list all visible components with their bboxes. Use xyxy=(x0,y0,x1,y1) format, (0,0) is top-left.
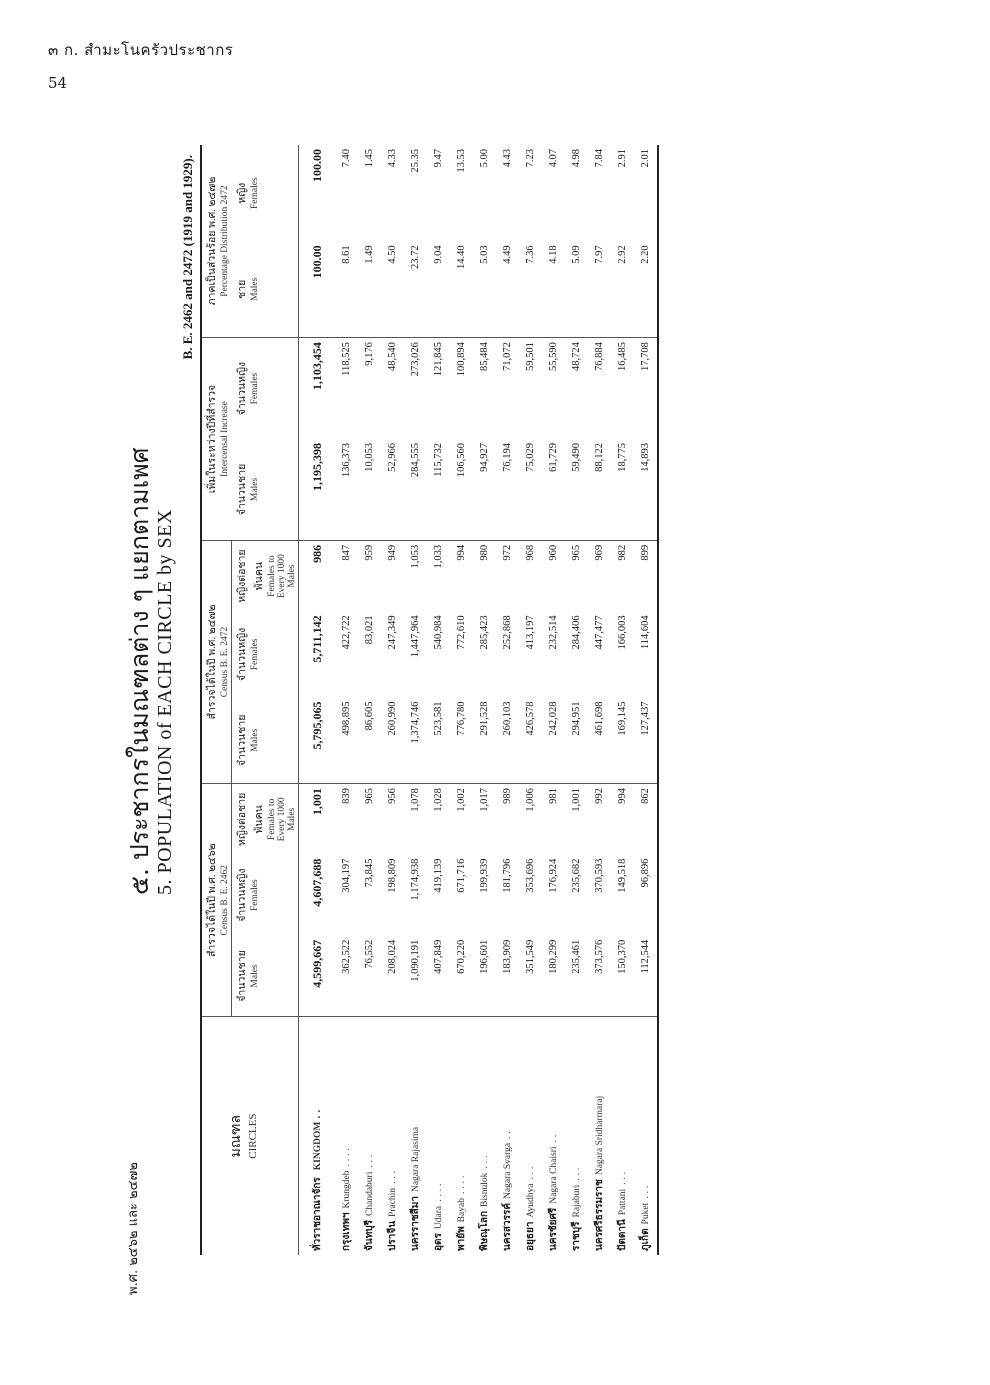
header-females-2462: จำนวนหญิง Females xyxy=(232,855,299,936)
page-number: 54 xyxy=(48,74,68,92)
circle-name-cell: พายัพBayab. . . . xyxy=(456,1175,467,1251)
table-row xyxy=(358,145,381,1255)
header-census-2462: สำรวจได้ในปี พ.ศ. ๒๔๖๒ Census B. E. 2462 xyxy=(201,784,232,1017)
cell-males-2472: 291,528 xyxy=(473,697,496,783)
cell-pct-females: 7.84 xyxy=(594,149,605,168)
cell-increase-females: 16,485 xyxy=(617,342,628,372)
cell-ratio-2462: 965 xyxy=(364,788,375,804)
cell-pct-males: 9.04 xyxy=(427,241,450,337)
cell-pct-males: 5.03 xyxy=(473,241,496,337)
cell-females-2462: 304,197 xyxy=(341,858,352,893)
cell-females-2472: 284,406 xyxy=(571,615,582,650)
cell-males-2462: 362,522 xyxy=(335,936,358,1017)
cell-increase-males: 52,966 xyxy=(381,439,404,540)
cell-ratio-2462: 839 xyxy=(341,788,352,804)
cell-ratio-2462: 992 xyxy=(594,788,605,804)
table-row xyxy=(588,145,611,1255)
circle-name-cell: ราชบุรีRajaburi. . . xyxy=(571,1167,582,1251)
header-pct-females: หญิง Females xyxy=(232,145,299,241)
cell-ratio-2472: 960 xyxy=(548,544,559,561)
cell-ratio-2472: 949 xyxy=(387,544,398,561)
cell-ratio-2472: 969 xyxy=(594,544,605,561)
cell-pct-males: 1.49 xyxy=(358,241,381,337)
table-row xyxy=(565,145,588,1255)
table-row xyxy=(335,145,358,1255)
cell-females-2462: 73,845 xyxy=(364,858,375,888)
population-table xyxy=(200,145,659,1255)
cell-males-2462: 112,544 xyxy=(634,936,658,1017)
cell-males-2472: 242,028 xyxy=(542,697,565,783)
cell-females-2462: 353,696 xyxy=(525,858,536,893)
cell-pct-females: 25.35 xyxy=(410,149,421,173)
cell-males-2462: 1,090,191 xyxy=(404,936,427,1017)
cell-ratio-2472: 965 xyxy=(571,544,582,561)
cell-pct-males: 2.20 xyxy=(634,241,658,337)
cell-increase-males: 75,029 xyxy=(519,439,542,540)
cell-females-2462: 149,518 xyxy=(617,858,628,893)
cell-males-2472: 86,605 xyxy=(358,697,381,783)
kingdom-males-2472: 5,795,065 xyxy=(299,697,336,783)
cell-increase-females: 85,484 xyxy=(479,342,490,372)
cell-ratio-2462: 1,006 xyxy=(525,788,536,812)
table-row xyxy=(542,145,565,1255)
header-males-2472: จำนวนชาย Males xyxy=(232,697,299,783)
cell-pct-males: 7.36 xyxy=(519,241,542,337)
cell-ratio-2472: 959 xyxy=(364,544,375,561)
cell-females-2472: 166,003 xyxy=(617,615,628,650)
cell-females-2462: 96,896 xyxy=(634,855,658,936)
cell-increase-females: 59,501 xyxy=(525,342,536,372)
kingdom-pct-females: 100.00 xyxy=(309,149,324,182)
cell-ratio-2472: 980 xyxy=(479,544,490,561)
kingdom-increase-males: 1,195,398 xyxy=(299,439,336,540)
header-males-2462: จำนวนชาย Males xyxy=(232,936,299,1017)
cell-ratio-2472: 994 xyxy=(456,544,467,561)
kingdom-males-2462: 4,599,667 xyxy=(299,936,336,1017)
cell-females-2472: 232,514 xyxy=(548,615,559,650)
cell-increase-males: 88,122 xyxy=(588,439,611,540)
header-census-2472: สำรวจได้ในปี พ.ศ. ๒๔๗๒ Census B. E. 2472 xyxy=(201,540,232,783)
table-title-english: 5. POPULATION of EACH CIRCLE by SEX xyxy=(154,509,176,895)
kingdom-ratio-2472: 986 xyxy=(309,544,324,563)
circle-name-cell: กรุงเทพฯKrungdeb. . . . xyxy=(341,1148,352,1251)
cell-males-2472: 169,145 xyxy=(611,697,634,783)
cell-ratio-2462: 1,017 xyxy=(479,788,490,812)
cell-males-2462: 373,576 xyxy=(588,936,611,1017)
kingdom-name-cell: ทั่วราชอาณาจักร KINGDOM . . xyxy=(309,1109,323,1251)
table-row xyxy=(404,145,427,1255)
cell-females-2472: 413,197 xyxy=(525,615,536,650)
cell-ratio-2472: 847 xyxy=(341,544,352,561)
cell-ratio-2462: 956 xyxy=(387,788,398,804)
cell-increase-males: 61,729 xyxy=(542,439,565,540)
cell-females-2472: 285,423 xyxy=(479,615,490,650)
cell-pct-females: 7.23 xyxy=(525,149,536,168)
cell-ratio-2472: 982 xyxy=(617,544,628,561)
cell-increase-males: 76,194 xyxy=(496,439,519,540)
cell-ratio-2462: 994 xyxy=(617,788,628,804)
cell-males-2462: 180,299 xyxy=(542,936,565,1017)
cell-increase-males: 10,053 xyxy=(358,439,381,540)
table-row xyxy=(519,145,542,1255)
cell-males-2462: 407,849 xyxy=(427,936,450,1017)
cell-ratio-2462: 1,078 xyxy=(410,788,421,812)
circle-name-cell: นครศรีธรรมราชNagara Sridharmaraj xyxy=(594,1095,605,1251)
cell-increase-females: 273,026 xyxy=(410,342,421,377)
cell-males-2472: 260,990 xyxy=(381,697,404,783)
years-english-label: B. E. 2462 and 2472 (1919 and 1929). xyxy=(180,155,195,360)
circle-name-cell: ภูเก็ตPuket. . . xyxy=(634,1017,658,1255)
cell-increase-males: 14,893 xyxy=(634,439,658,540)
cell-females-2462: 199,939 xyxy=(479,858,490,893)
cell-increase-males: 94,927 xyxy=(473,439,496,540)
cell-pct-females: 2.01 xyxy=(634,145,658,241)
cell-increase-males: 18,775 xyxy=(611,439,634,540)
cell-females-2462: 370,593 xyxy=(594,858,605,893)
cell-ratio-2462: 862 xyxy=(634,784,658,855)
cell-pct-females: 4.98 xyxy=(571,149,582,168)
table-row xyxy=(427,145,450,1255)
cell-pct-males: 14.40 xyxy=(450,241,473,337)
cell-males-2462: 351,549 xyxy=(519,936,542,1017)
cell-pct-males: 8.61 xyxy=(335,241,358,337)
cell-ratio-2462: 981 xyxy=(548,788,559,804)
circle-name-cell: ปัตตานีPattani. . . xyxy=(617,1171,628,1251)
cell-females-2462: 671,716 xyxy=(456,858,467,893)
cell-males-2472: 426,578 xyxy=(519,697,542,783)
cell-pct-males: 2.92 xyxy=(611,241,634,337)
table-row xyxy=(473,145,496,1255)
header-circles: มณฑล CIRCLES xyxy=(201,1017,299,1255)
cell-ratio-2472: 968 xyxy=(525,544,536,561)
cell-pct-males: 4.18 xyxy=(542,241,565,337)
table-row xyxy=(496,145,519,1255)
cell-pct-females: 13.53 xyxy=(456,149,467,173)
header-intercensal-increase: เพิ่มในระหว่างปีที่สำรวจ Intercensal Increase xyxy=(201,338,232,541)
cell-pct-females: 4.43 xyxy=(502,149,513,168)
cell-females-2472: 114,604 xyxy=(634,611,658,697)
cell-males-2462: 208,024 xyxy=(381,936,404,1017)
cell-increase-males: 284,555 xyxy=(404,439,427,540)
circle-name-cell: ปราจีนPrachin. . . xyxy=(387,1170,398,1251)
cell-increase-females: 48,540 xyxy=(387,342,398,372)
header-pct-males: ชาย Males xyxy=(232,241,299,337)
years-thai-label: พ.ศ. ๒๔๖๒ และ ๒๔๗๒ xyxy=(126,1162,141,1295)
circle-name-cell: อยุธยาAyudhya. . . xyxy=(525,1166,536,1251)
cell-males-2472: 127,437 xyxy=(634,697,658,783)
cell-pct-males: 4.49 xyxy=(496,241,519,337)
rotated-table-page xyxy=(110,145,870,1295)
cell-females-2472: 83,021 xyxy=(364,615,375,645)
page-header-title: ๓ ก. สำมะโนครัวประชากร xyxy=(48,41,234,59)
cell-increase-females: 71,072 xyxy=(502,342,513,372)
cell-females-2472: 252,868 xyxy=(502,615,513,650)
cell-males-2472: 776,780 xyxy=(450,697,473,783)
circle-name-cell: อุดรUdara. . . . xyxy=(433,1183,444,1251)
cell-females-2462: 176,924 xyxy=(548,858,559,893)
cell-females-2462: 198,809 xyxy=(387,858,398,893)
cell-pct-females: 7.40 xyxy=(341,149,352,168)
cell-males-2472: 498,895 xyxy=(335,697,358,783)
cell-females-2462: 419,139 xyxy=(433,858,444,893)
circle-name-cell: นครชัยศรีNagara Chaisri. . xyxy=(548,1134,559,1251)
circle-name-cell: จันทบุรีChandaburi. . . xyxy=(364,1154,375,1251)
cell-pct-males: 23.72 xyxy=(404,241,427,337)
cell-males-2472: 294,951 xyxy=(565,697,588,783)
kingdom-females-2472: 5,711,142 xyxy=(309,615,324,663)
cell-pct-females: 5.00 xyxy=(479,149,490,168)
cell-pct-females: 9.47 xyxy=(433,149,444,168)
cell-pct-females: 4.07 xyxy=(548,149,559,168)
kingdom-total-row xyxy=(299,145,336,1255)
cell-females-2462: 1,174,938 xyxy=(410,858,421,901)
cell-pct-males: 5.09 xyxy=(565,241,588,337)
table-row xyxy=(450,145,473,1255)
table-row xyxy=(634,145,658,1255)
cell-males-2462: 150,370 xyxy=(611,936,634,1017)
cell-pct-males: 4.50 xyxy=(381,241,404,337)
cell-males-2472: 523,581 xyxy=(427,697,450,783)
cell-females-2462: 235,682 xyxy=(571,858,582,893)
cell-pct-males: 7.97 xyxy=(588,241,611,337)
header-increase-females: จำนวนหญิง Females xyxy=(232,338,299,439)
cell-females-2472: 1,447,964 xyxy=(410,615,421,658)
cell-males-2462: 76,552 xyxy=(358,936,381,1017)
cell-ratio-2472: 1,033 xyxy=(433,544,444,569)
cell-increase-males: 115,732 xyxy=(427,439,450,540)
cell-ratio-2462: 1,002 xyxy=(456,788,467,812)
cell-females-2462: 181,796 xyxy=(502,858,513,893)
cell-increase-females: 9,176 xyxy=(364,342,375,366)
cell-females-2472: 540,984 xyxy=(433,615,444,650)
cell-increase-females: 76,884 xyxy=(594,342,605,372)
cell-males-2472: 260,103 xyxy=(496,697,519,783)
cell-ratio-2462: 1,028 xyxy=(433,788,444,812)
cell-increase-females: 55,590 xyxy=(548,342,559,372)
header-increase-males: จำนวนชาย Males xyxy=(232,439,299,540)
header-females-2472: จำนวนหญิง Females xyxy=(232,611,299,697)
kingdom-females-2462: 4,607,688 xyxy=(309,858,324,907)
cell-increase-females: 48,724 xyxy=(571,342,582,372)
cell-increase-males: 136,373 xyxy=(335,439,358,540)
table-row xyxy=(611,145,634,1255)
cell-increase-females: 100,894 xyxy=(456,342,467,377)
cell-ratio-2472: 1,053 xyxy=(410,544,421,569)
cell-increase-females: 17,708 xyxy=(634,338,658,439)
header-percentage-distribution: ภาคเป็นส่วนร้อย พ.ศ. ๒๔๗๒ Percentage Distribution 2472 xyxy=(201,145,232,338)
cell-ratio-2472: 972 xyxy=(502,544,513,561)
cell-pct-females: 4.33 xyxy=(387,149,398,168)
cell-pct-females: 2.91 xyxy=(617,149,628,168)
cell-ratio-2472: 899 xyxy=(634,540,658,611)
header-ratio-2472: หญิงต่อชายพันคน Females to Every 1000 Males xyxy=(232,540,299,611)
cell-males-2462: 670,220 xyxy=(450,936,473,1017)
cell-females-2472: 447,477 xyxy=(594,615,605,650)
cell-ratio-2462: 1,001 xyxy=(571,788,582,812)
cell-pct-females: 1.45 xyxy=(364,149,375,168)
cell-increase-females: 118,525 xyxy=(341,342,352,376)
cell-males-2462: 183,909 xyxy=(496,936,519,1017)
cell-increase-females: 121,845 xyxy=(433,342,444,377)
cell-males-2472: 461,698 xyxy=(588,697,611,783)
kingdom-ratio-2462: 1,001 xyxy=(309,788,324,816)
table-row xyxy=(381,145,404,1255)
cell-increase-males: 59,490 xyxy=(565,439,588,540)
table-title-thai: ๕. ประชากรในมณฑลต่าง ๆ แยกตามเพศ xyxy=(125,447,154,895)
kingdom-pct-males: 100.00 xyxy=(299,241,336,337)
cell-males-2472: 1,374,746 xyxy=(404,697,427,783)
circle-name-cell: พิษณุโลกBisnulok. . . xyxy=(479,1155,490,1251)
cell-males-2462: 235,461 xyxy=(565,936,588,1017)
cell-females-2472: 247,349 xyxy=(387,615,398,650)
cell-males-2462: 196,601 xyxy=(473,936,496,1017)
cell-ratio-2462: 989 xyxy=(502,788,513,804)
circle-name-cell: นครสวรรค์Nagara Svarga. . xyxy=(502,1131,513,1251)
kingdom-increase-females: 1,103,454 xyxy=(309,342,324,391)
cell-increase-males: 106,560 xyxy=(450,439,473,540)
header-ratio-2462: หญิงต่อชายพันคน Females to Every 1000 Males xyxy=(232,784,299,855)
circle-name-cell: นครราชสีมาNagara Rajasima xyxy=(410,1126,421,1251)
cell-females-2472: 772,610 xyxy=(456,615,467,650)
cell-females-2472: 422,722 xyxy=(341,615,352,650)
